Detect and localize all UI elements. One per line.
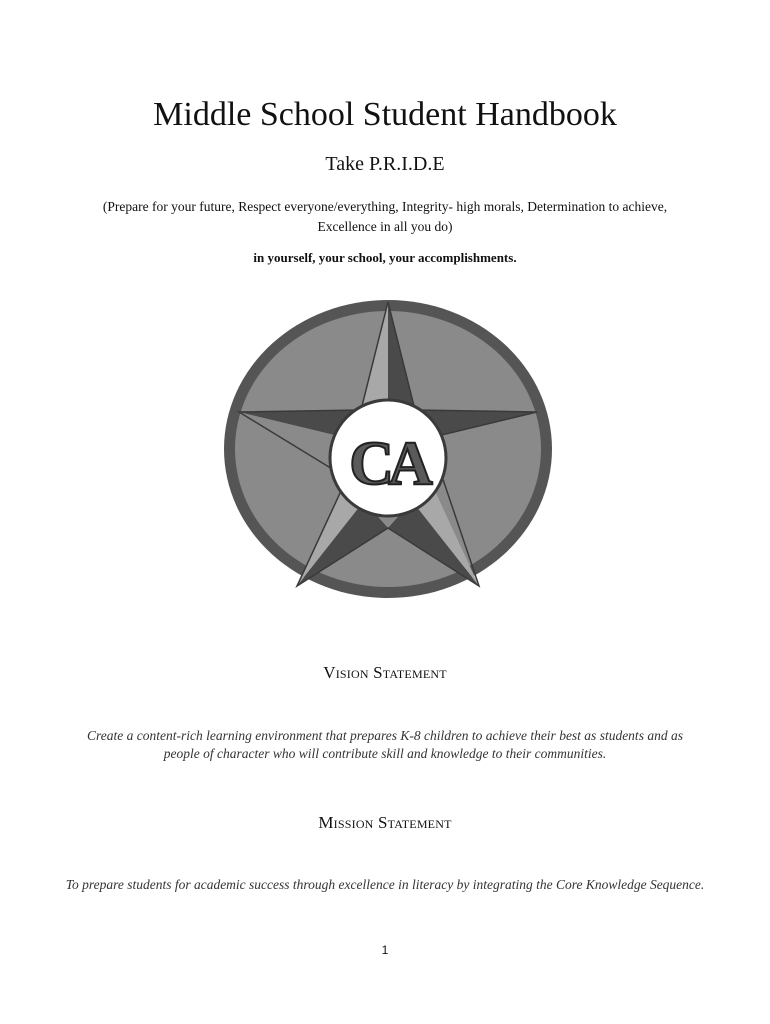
mission-heading: Mission Statement — [318, 813, 452, 832]
handbook-title: Middle School Student Handbook — [153, 96, 617, 133]
pride-definition: (Prepare for your future, Respect everyone/everything, Integrity- high morals, Determination to achieve, Excellence in all you do) — [102, 199, 668, 234]
pride-tagline: in yourself, your school, your accomplishments. — [253, 250, 517, 265]
vision-text: Create a content-rich learning environment that prepares K-8 children to achieve their best as students and as people of character who will contribute skill and knowledge to their communities. — [87, 728, 683, 761]
mission-text: To prepare students for academic success through excellence in literacy by integrating the Core Knowledge Sequence. — [65, 877, 705, 892]
pride-subtitle: Take P.R.I.D.E — [325, 153, 445, 175]
page-number: 1 — [381, 943, 389, 957]
vision-heading: Vision Statement — [323, 663, 447, 682]
emblem-monogram: CA — [349, 430, 427, 498]
school-star-emblem-icon — [222, 298, 554, 600]
